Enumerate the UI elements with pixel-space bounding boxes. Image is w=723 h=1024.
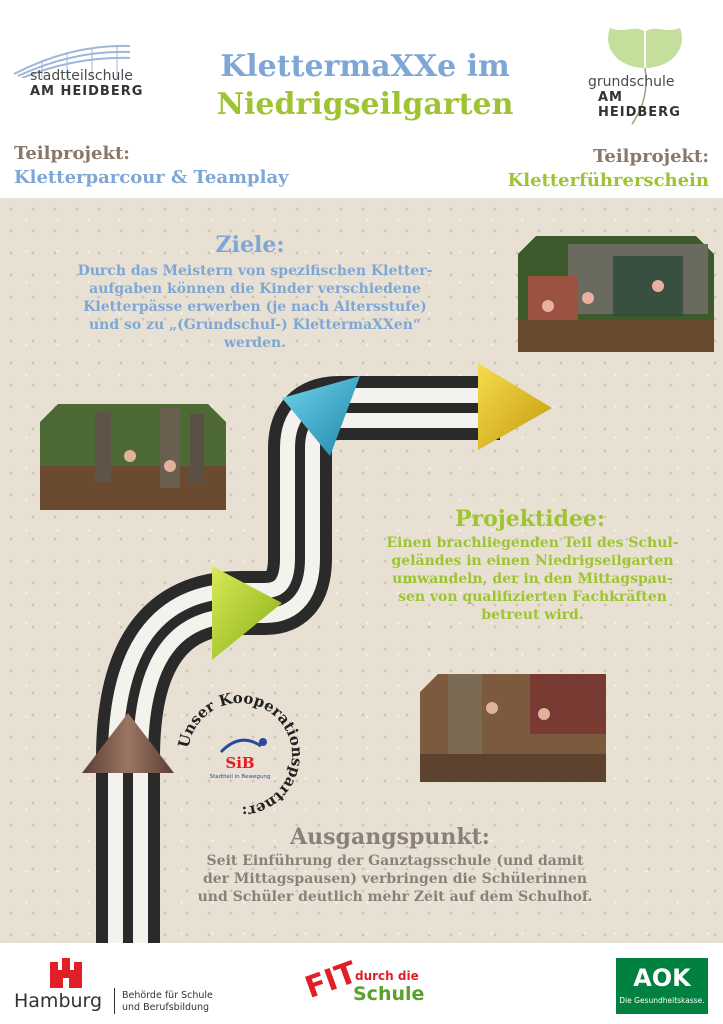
fit-word: FIT	[300, 955, 362, 1006]
hamburg-name: Hamburg	[14, 990, 103, 1012]
ausgangspunkt-text	[150, 852, 640, 906]
partner-badge	[165, 680, 315, 830]
ausgangspunkt-line: der Mittagspausen) verbringen die Schülerinnen	[202, 871, 587, 887]
projektidee-line: umwandeln, der in den Mittagspau-	[392, 571, 673, 587]
right-logo-line1: grundschule	[588, 74, 675, 90]
ziele-line: aufgaben können die Kinder verschiedene	[89, 281, 421, 297]
projektidee-line: Einen brachliegenden Teil des Schul-	[386, 535, 679, 551]
subproject-left	[14, 142, 289, 190]
subproject-right	[508, 145, 709, 193]
projektidee-line: betreut wird.	[481, 607, 584, 623]
ziele-heading: Ziele:	[215, 232, 285, 258]
sib-logo-text: SiB	[225, 754, 255, 772]
runner-icon	[221, 740, 261, 752]
hamburg-logo	[14, 958, 224, 1018]
hamburg-separator	[114, 988, 115, 1014]
ziele-line: und so zu „(Grundschul-) KlettermaXXen“	[88, 317, 422, 333]
page-title	[175, 48, 555, 124]
subproject-right-name: Kletterführerschein	[507, 170, 709, 191]
subproject-left-label: Teilprojekt:	[14, 143, 130, 164]
photo-forest-course	[40, 404, 226, 510]
title-line2: Niedrigseilgarten	[216, 87, 514, 122]
hamburg-dept-line1: Behörde für Schule	[122, 990, 213, 1001]
hamburg-dept-line2: und Berufsbildung	[122, 1002, 210, 1013]
subproject-right-label: Teilprojekt:	[593, 146, 709, 167]
projektidee-line: sen von qualifizierten Fachkräften	[398, 589, 667, 605]
left-logo-line1: stadtteilschule	[30, 68, 133, 84]
subproject-left-name: Kletterparcour & Teamplay	[14, 167, 289, 188]
aok-slogan: Die Gesundheitskasse.	[619, 996, 705, 1005]
photo-tree-balance	[420, 674, 606, 782]
partner-ring-text: Unser Kooperationspartner:	[174, 688, 307, 822]
sib-logo-subtext: Stadtteil in Bewegung	[209, 774, 271, 780]
ziele-line: Durch das Meistern von spezifischen Kletter-	[77, 263, 433, 279]
projektidee-text	[350, 534, 715, 624]
stadtteilschule-logo	[12, 38, 172, 108]
grundschule-logo	[580, 18, 710, 128]
aok-logo	[616, 958, 708, 1014]
ausgangspunkt-line: und Schüler deutlich mehr Zeit auf dem Schulhof.	[197, 889, 593, 905]
fit-durch-die-schule-logo	[300, 955, 425, 1015]
left-logo-line2: AM HEIDBERG	[30, 84, 144, 99]
hamburg-castle-icon	[46, 958, 86, 990]
photo-climbing-net	[518, 236, 714, 352]
ziele-text	[40, 262, 470, 352]
title-line1: KlettermaXXe im	[220, 49, 510, 84]
fit-durch-die: durch die	[355, 969, 419, 983]
right-logo-line2: AM HEIDBERG	[598, 90, 681, 120]
ausgangspunkt-heading: Ausgangspunkt:	[290, 824, 490, 850]
arrow-yellow	[478, 363, 552, 450]
projektidee-heading: Projektidee:	[454, 506, 606, 532]
fit-schule: Schule	[353, 983, 425, 1005]
aok-name: AOK	[633, 964, 691, 992]
projektidee-line: geländes in einen Niedrigseilgarten	[391, 553, 674, 569]
ziele-line: Kletterpässe erwerben (je nach Altersstufe)	[83, 299, 427, 315]
ausgangspunkt-line: Seit Einführung der Ganztagsschule (und damit	[206, 853, 584, 869]
ziele-line: werden.	[223, 335, 287, 351]
